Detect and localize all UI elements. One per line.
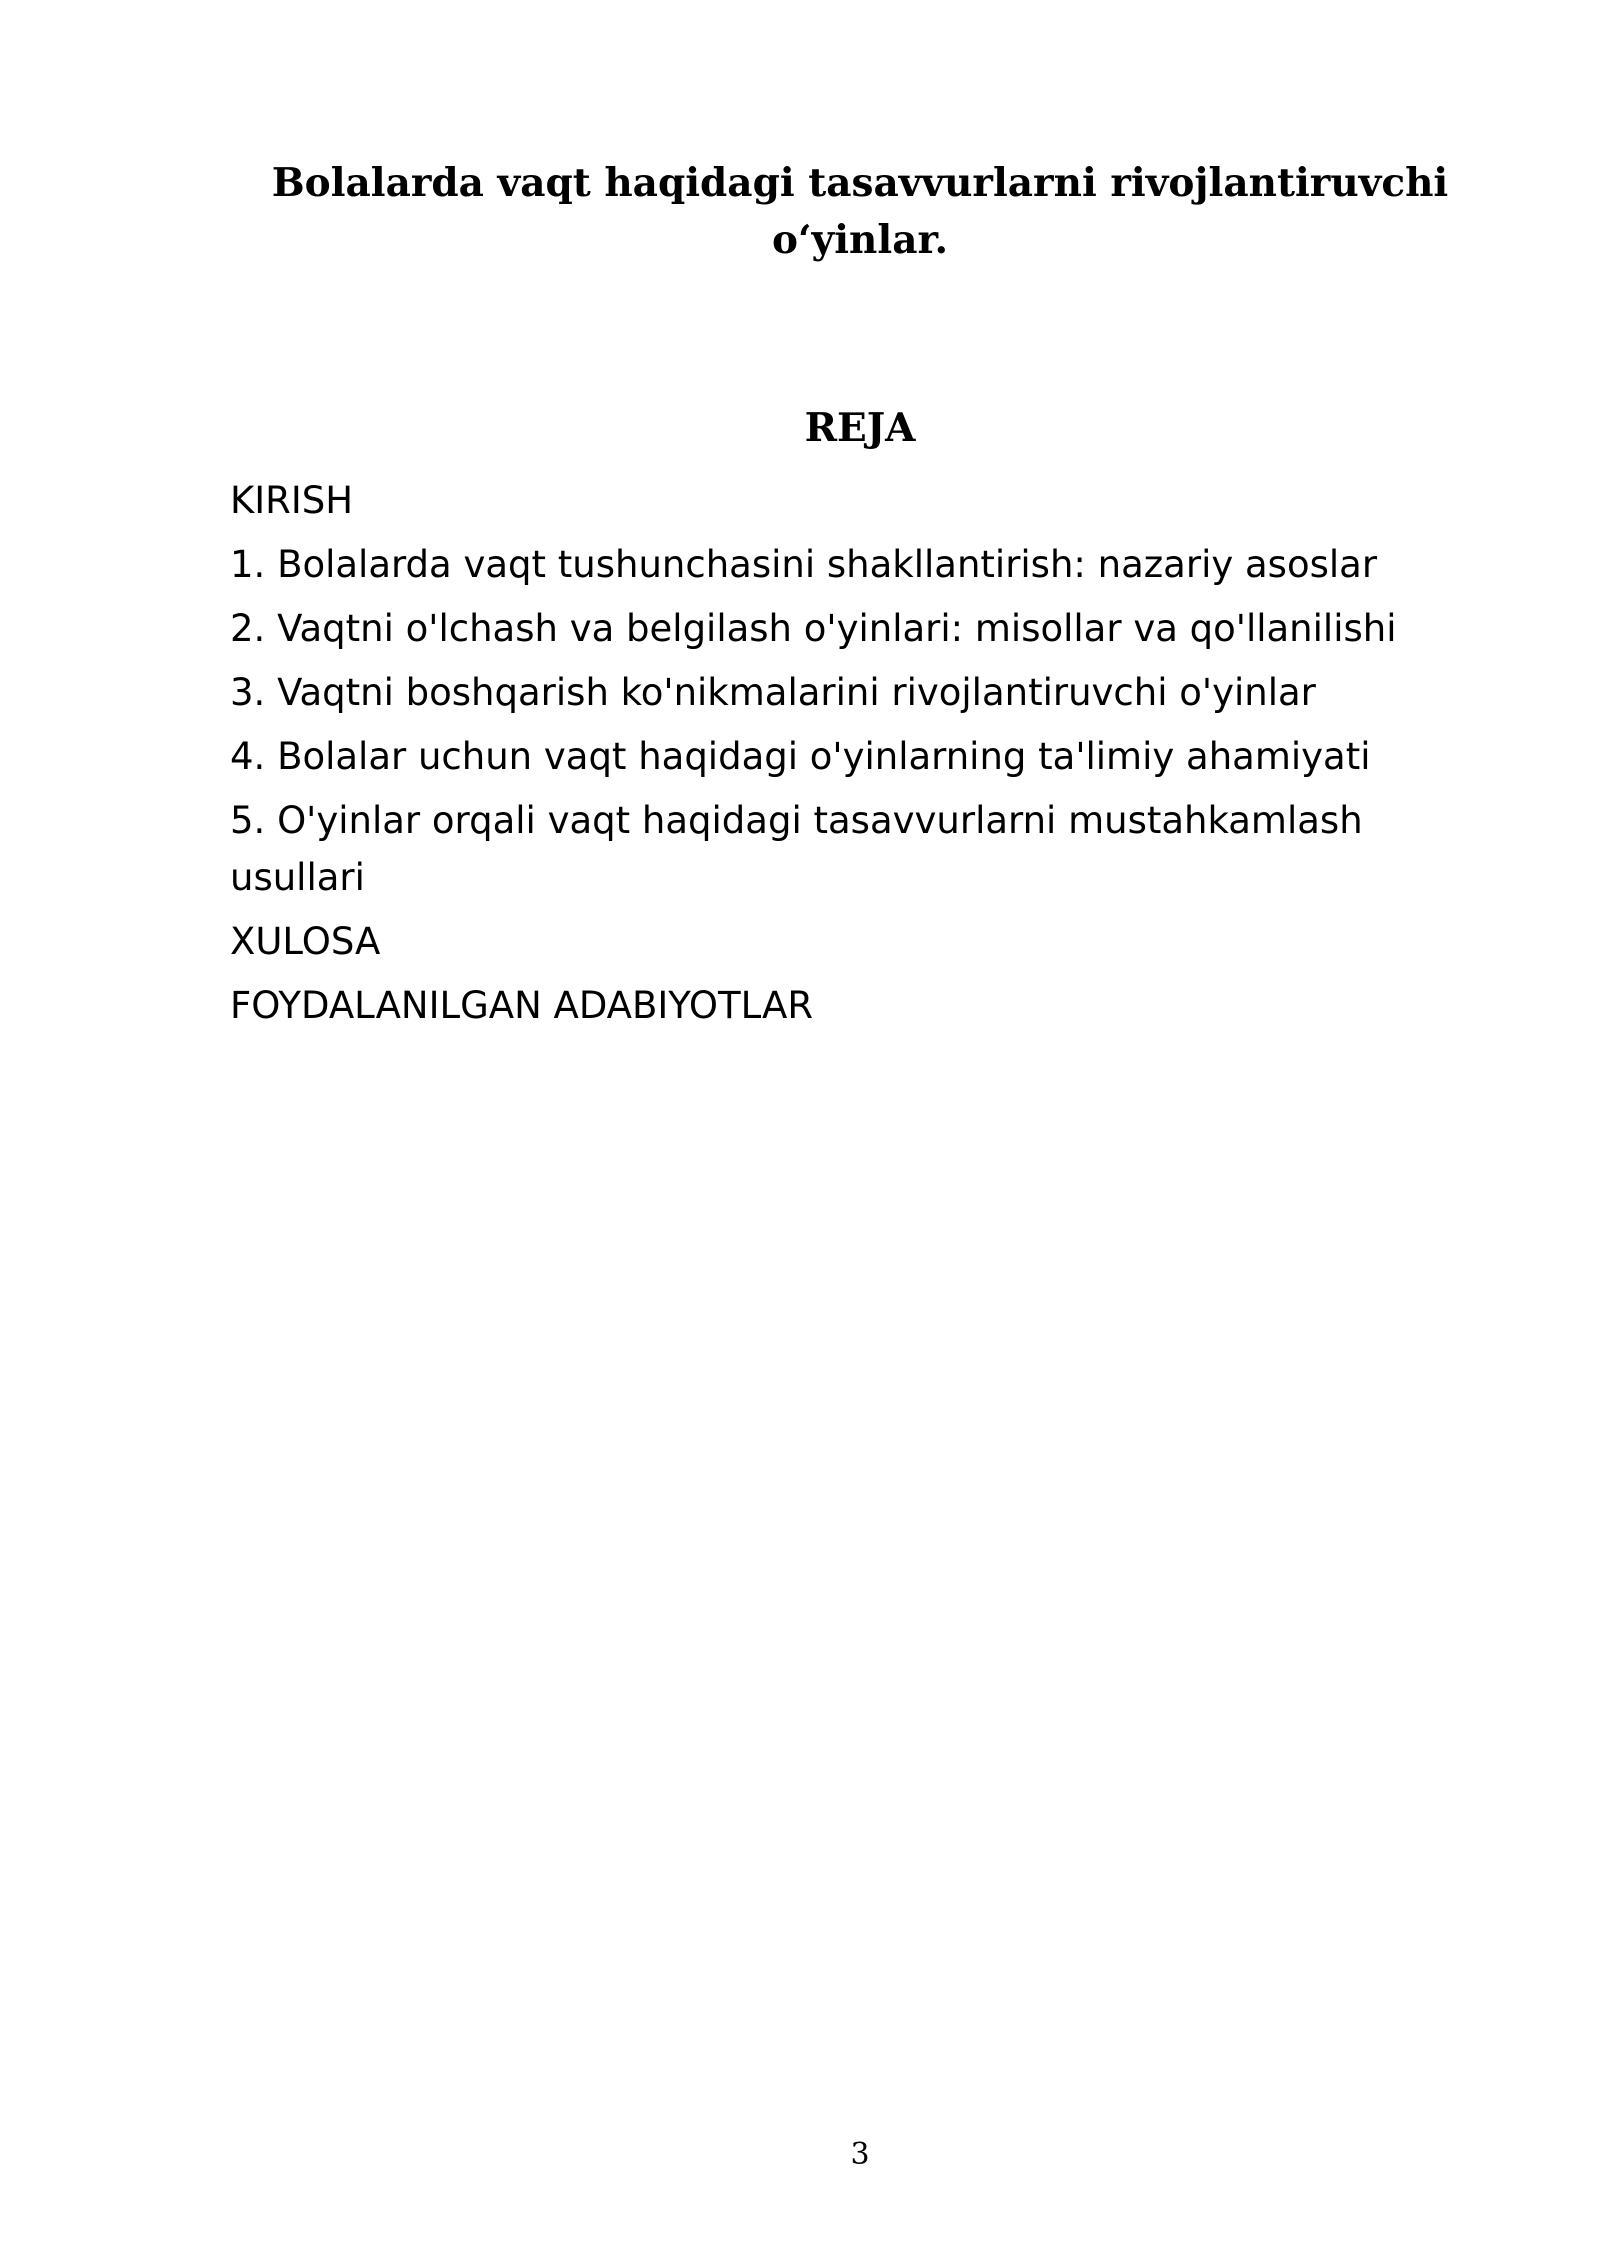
document-title	[240, 155, 1480, 269]
plan-item-conclusion: XULOSA	[230, 920, 381, 963]
plan-item-5: 5. O'yinlar orqali vaqt haqidagi tasavvurlarni mustahkamlash usullari	[230, 799, 1363, 899]
plan-item-introduction: KIRISH	[230, 479, 354, 522]
plan-item-3: 3. Vaqtni boshqarish ko'nikmalarini rivojlantiruvchi o'yinlar	[230, 671, 1316, 714]
plan-item-1: 1. Bolalarda vaqt tushunchasini shakllantirish: nazariy asoslar	[230, 543, 1378, 586]
plan-item-4: 4. Bolalar uchun vaqt haqidagi o'yinlarning ta'limiy ahamiyati	[230, 735, 1371, 778]
plan-item-references: FOYDALANILGAN ADABIYOTLAR	[230, 984, 814, 1027]
plan-item-2: 2. Vaqtni o'lchash va belgilash o'yinlari: misollar va qo'llanilishi	[230, 607, 1397, 650]
title-line-1: Bolalarda vaqt haqidagi tasavvurlarni rivojlantiruvchi	[271, 160, 1449, 206]
page-number: 3	[850, 2137, 870, 2172]
title-line-2: o‘yinlar.	[771, 217, 949, 263]
plan-heading: REJA	[804, 405, 916, 451]
plan-list	[230, 472, 1480, 1041]
